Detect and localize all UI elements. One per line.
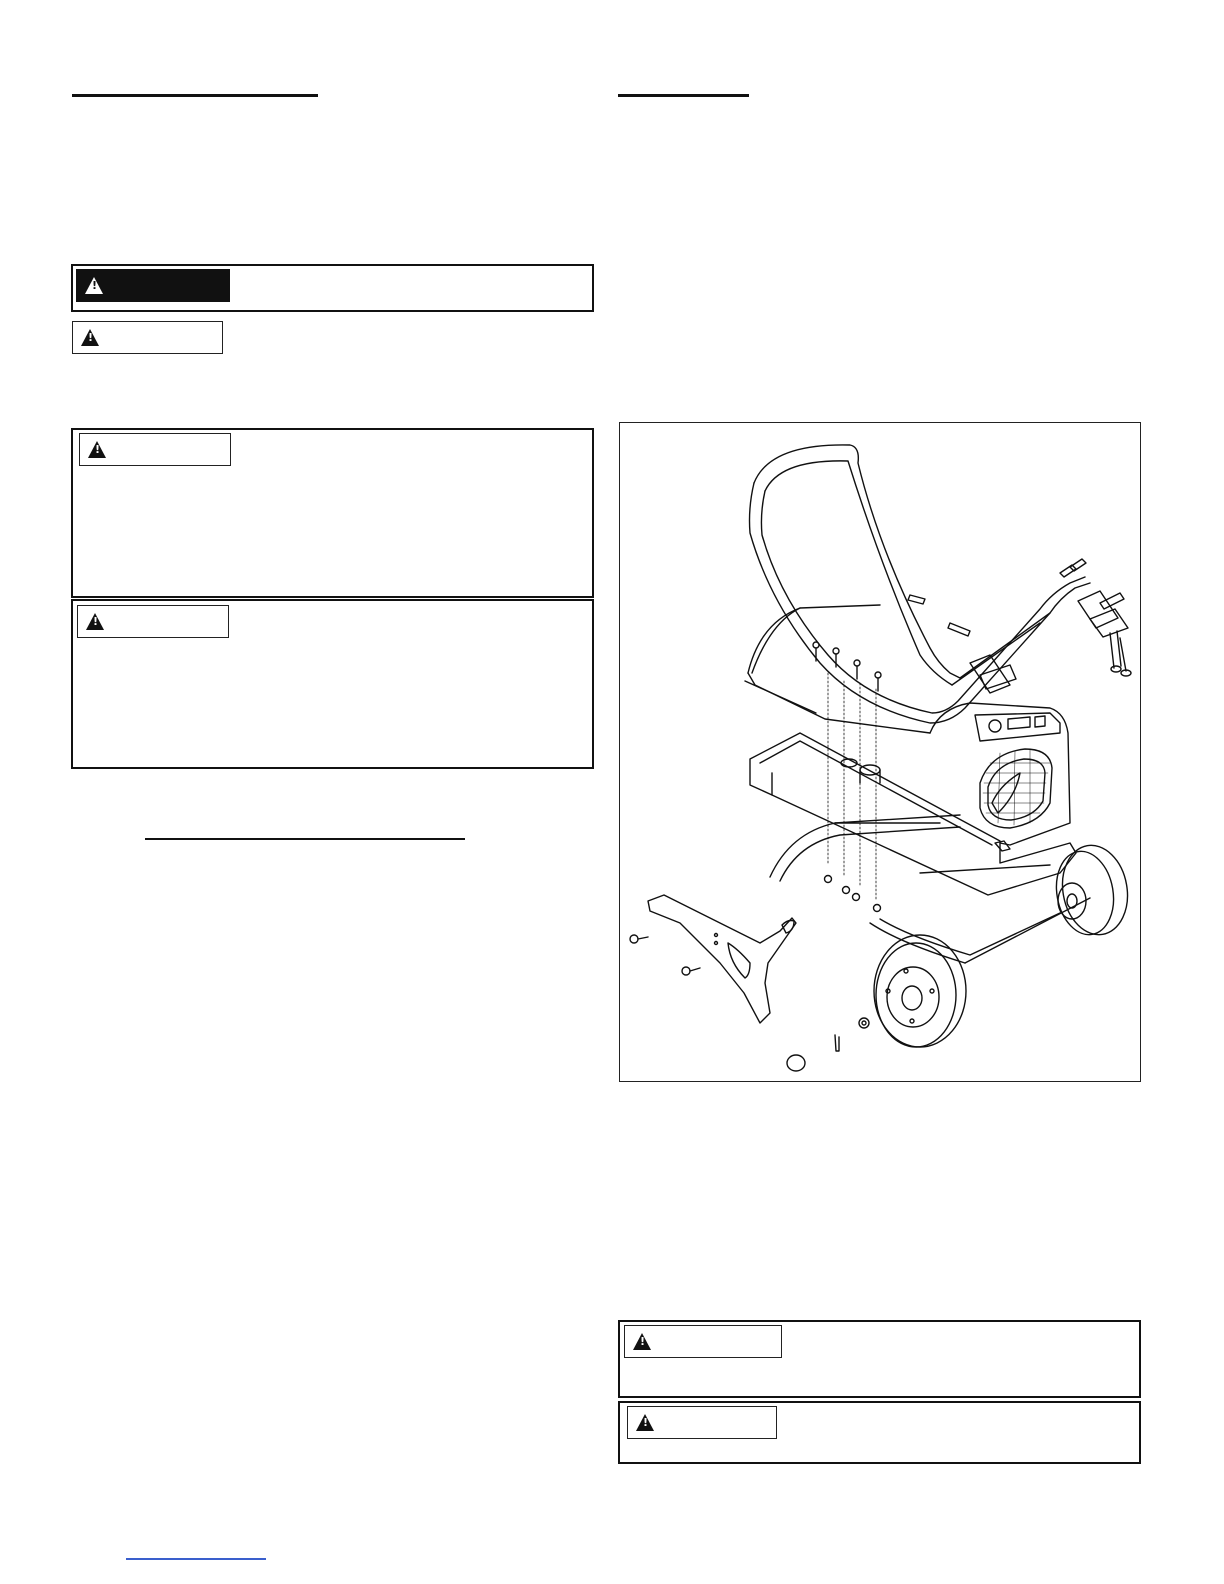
right-section-heading-rule xyxy=(618,94,749,97)
wheel-frame xyxy=(770,815,1090,963)
warning-box-2 xyxy=(71,599,594,769)
left-section-heading-rule xyxy=(72,94,318,97)
warning-tag-2 xyxy=(77,605,229,638)
warning-triangle-icon: ! xyxy=(633,1333,651,1350)
heater-exploded-diagram xyxy=(620,423,1142,1083)
danger-tag xyxy=(76,269,230,302)
warning-tag-3 xyxy=(624,1325,782,1358)
wheel-left xyxy=(874,935,966,1047)
hub-cap-part xyxy=(787,1055,805,1071)
footer-link-underline[interactable] xyxy=(126,1558,266,1560)
caution-tag xyxy=(72,321,223,354)
left-subheading-rule xyxy=(145,838,465,840)
warning-triangle-icon: ! xyxy=(86,613,104,630)
fuel-tank xyxy=(750,733,1076,895)
warning-triangle-icon: ! xyxy=(88,441,106,458)
assembly-figure xyxy=(619,422,1141,1082)
warning-box-3 xyxy=(618,1320,1141,1398)
warning-triangle-icon: ! xyxy=(636,1414,654,1431)
handle-bracket-parts xyxy=(970,559,1131,693)
warning-tag-4 xyxy=(627,1406,777,1439)
heater-body xyxy=(745,605,1070,845)
washer-part xyxy=(859,1018,869,1028)
support-leg-part xyxy=(648,895,796,1023)
cotter-pin-part xyxy=(835,1035,839,1051)
warning-box-4 xyxy=(618,1401,1141,1464)
handle-part xyxy=(750,445,1091,723)
warning-triangle-icon: ! xyxy=(85,277,103,294)
warning-box-1 xyxy=(71,428,594,598)
danger-box xyxy=(71,264,594,312)
warning-triangle-icon: ! xyxy=(81,329,99,346)
wheel-right xyxy=(1050,840,1134,940)
tank-bolts xyxy=(813,642,881,912)
leg-screws xyxy=(630,935,700,975)
warning-tag-1 xyxy=(79,433,231,466)
